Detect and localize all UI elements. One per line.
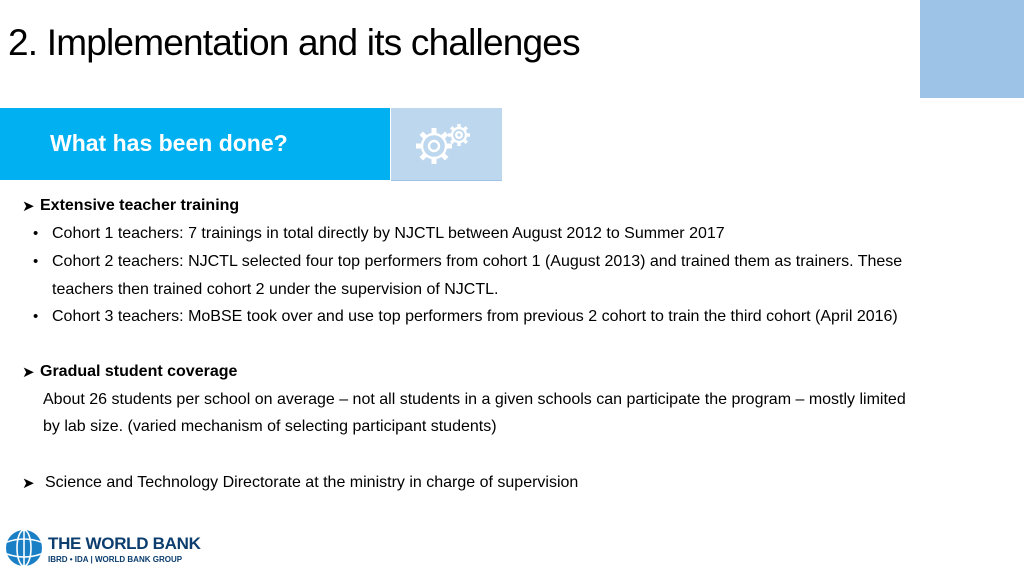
globe-icon bbox=[4, 528, 44, 568]
section-heading-supervision: Science and Technology Directorate at the ministry in charge of supervision bbox=[45, 474, 579, 491]
world-bank-logo bbox=[4, 528, 204, 572]
coverage-text-line-1: About 26 students per school on average – not all students in a given schools can participate the program – mostly limited bbox=[43, 391, 906, 408]
logo-subtitle: IBRD • IDA | WORLD BANK GROUP bbox=[48, 555, 183, 564]
section-heading-student-coverage: Gradual student coverage bbox=[40, 363, 238, 380]
section-banner bbox=[0, 108, 390, 180]
coverage-text-line-2: by lab size. (varied mechanism of selecting participant students) bbox=[43, 418, 497, 435]
bullet-cohort-3: Cohort 3 teachers: MoBSE took over and use top performers from previous 2 cohort to train the third cohort (April 2016) bbox=[52, 308, 898, 325]
banner-heading: What has been done? bbox=[50, 130, 288, 156]
bullet-cohort-2-continued: teachers then trained cohort 2 under the supervision of NJCTL. bbox=[52, 281, 499, 298]
gears-icon bbox=[411, 121, 481, 167]
bullet-dot-icon: • bbox=[33, 308, 39, 325]
slide-title: 2. Implementation and its challenges bbox=[8, 22, 580, 63]
bullet-dot-icon: • bbox=[33, 253, 39, 270]
bullet-dot-icon: • bbox=[33, 225, 39, 242]
gear-box bbox=[391, 108, 502, 181]
bullet-cohort-2: Cohort 2 teachers: NJCTL selected four top performers from cohort 1 (August 2013) and trained them as trainers. These bbox=[52, 253, 903, 270]
arrow-bullet-icon: ➤ bbox=[22, 475, 35, 492]
logo-name: THE WORLD BANK bbox=[48, 534, 201, 553]
arrow-bullet-icon: ➤ bbox=[22, 364, 35, 381]
section-heading-teacher-training: Extensive teacher training bbox=[40, 197, 240, 214]
arrow-bullet-icon: ➤ bbox=[22, 198, 35, 215]
bullet-cohort-1: Cohort 1 teachers: 7 trainings in total directly by NJCTL between August 2012 to Summer 2017 bbox=[52, 225, 725, 242]
corner-accent-block bbox=[920, 0, 1024, 98]
